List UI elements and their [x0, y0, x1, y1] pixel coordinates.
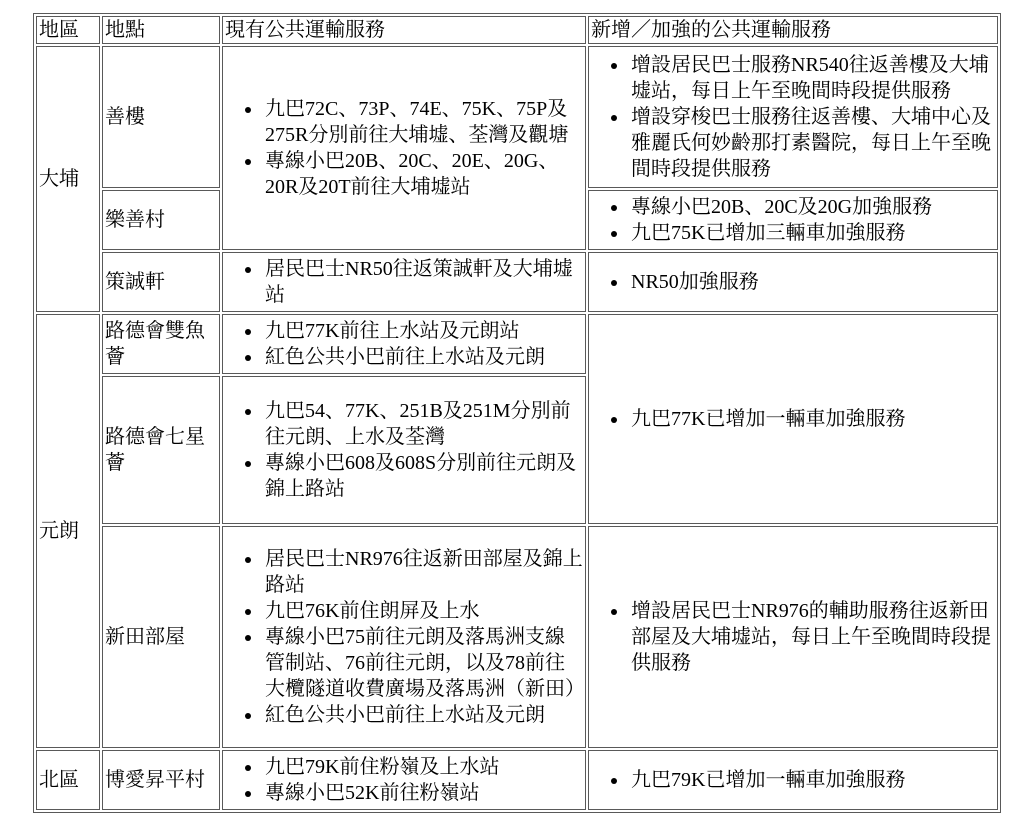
new-services-list — [591, 767, 995, 793]
service-item: • 九巴76K前住朗屏及上水 — [263, 598, 583, 624]
table-row — [36, 314, 998, 374]
service-item: • 九巴77K前往上水站及元朗站 — [263, 318, 583, 344]
location-cell-sin-lau: 善樓 — [102, 46, 220, 188]
service-item: • 專線小巴20B、20C及20G加強服務 — [629, 194, 995, 220]
header-location: 地點 — [102, 16, 220, 44]
header-existing-services: 現有公共運輸服務 — [222, 16, 586, 44]
new-services-cell — [588, 750, 998, 810]
new-services-cell — [588, 252, 998, 312]
existing-services-list — [225, 754, 583, 806]
district-cell-yuen-long: 元朗 — [36, 314, 100, 748]
table-header-row — [36, 16, 998, 44]
existing-services-list — [225, 256, 583, 308]
new-services-list — [591, 52, 995, 182]
location-cell-chak-shing-hin: 策誠軒 — [102, 252, 220, 312]
table-row — [36, 252, 998, 312]
service-item: • 紅色公共小巴前往上水站及元朗 — [263, 344, 583, 370]
header-district: 地區 — [36, 16, 100, 44]
service-item: • 專線小巴20B、20C、20E、20G、20R及20T前往大埔墟站 — [263, 148, 583, 200]
existing-services-list — [225, 96, 583, 200]
location-cell-lutheran-double-fish: 路德會雙魚薈 — [102, 314, 220, 374]
new-services-list — [591, 269, 995, 295]
existing-services-list — [225, 546, 583, 728]
location-cell-san-tin-barracks: 新田部屋 — [102, 526, 220, 748]
service-item: • 九巴79K前住粉嶺及上水站 — [263, 754, 583, 780]
service-item: • 專線小巴52K前往粉嶺站 — [263, 780, 583, 806]
location-cell-pok-oi-sing-ping-village: 博愛昇平村 — [102, 750, 220, 810]
transport-services-table — [33, 13, 1001, 813]
service-item: • 九巴77K已增加一輛車加強服務 — [629, 406, 995, 432]
service-item: • 九巴72C、73P、74E、75K、75P及275R分別前往大埔墟、荃灣及觀塘 — [263, 96, 583, 148]
header-new-enhanced-services: 新增／加強的公共運輸服務 — [588, 16, 998, 44]
existing-services-cell — [222, 376, 586, 524]
existing-services-cell — [222, 526, 586, 748]
existing-services-list — [225, 398, 583, 502]
service-item: • 九巴54、77K、251B及251M分別前往元朗、上水及荃灣 — [263, 398, 583, 450]
service-item: • 居民巴士NR50往返策誠軒及大埔墟站 — [263, 256, 583, 308]
table-row — [36, 750, 998, 810]
location-cell-lutheran-seven-star: 路德會七星薈 — [102, 376, 220, 524]
service-item: • 紅色公共小巴前往上水站及元朗 — [263, 702, 583, 728]
district-cell-tai-po: 大埔 — [36, 46, 100, 312]
new-services-list — [591, 598, 995, 676]
existing-services-cell — [222, 750, 586, 810]
new-services-cell — [588, 526, 998, 748]
new-services-list — [591, 194, 995, 246]
table-row — [36, 526, 998, 748]
service-item: • 九巴79K已增加一輛車加強服務 — [629, 767, 995, 793]
location-cell-lok-sin-village: 樂善村 — [102, 190, 220, 250]
existing-services-cell — [222, 252, 586, 312]
existing-services-cell — [222, 314, 586, 374]
service-item: • 專線小巴75前往元朗及落馬洲支線管制站、76前往元朗，以及78前往大欖隧道收費廣場及落馬洲（新田） — [263, 624, 583, 702]
table-row — [36, 46, 998, 188]
new-services-cell — [588, 314, 998, 524]
service-item: • 增設居民巴士服務NR540往返善樓及大埔墟站，每日上午至晚間時段提供服務 — [629, 52, 995, 104]
service-item: • 居民巴士NR976往返新田部屋及錦上路站 — [263, 546, 583, 598]
new-services-list — [591, 406, 995, 432]
district-cell-north: 北區 — [36, 750, 100, 810]
new-services-cell — [588, 46, 998, 188]
service-item: • 九巴75K已增加三輛車加強服務 — [629, 220, 995, 246]
existing-services-cell — [222, 46, 586, 250]
service-item: • 增設居民巴士NR976的輔助服務往返新田部屋及大埔墟站，每日上午至晚間時段提供服務 — [629, 598, 995, 676]
new-services-cell — [588, 190, 998, 250]
service-item: • 專線小巴608及608S分別前往元朗及錦上路站 — [263, 450, 583, 502]
service-item: • NR50加強服務 — [629, 269, 995, 295]
service-item: • 增設穿梭巴士服務往返善樓、大埔中心及雅麗氏何妙齡那打素醫院，每日上午至晚間時段提供服務 — [629, 104, 995, 182]
existing-services-list — [225, 318, 583, 370]
